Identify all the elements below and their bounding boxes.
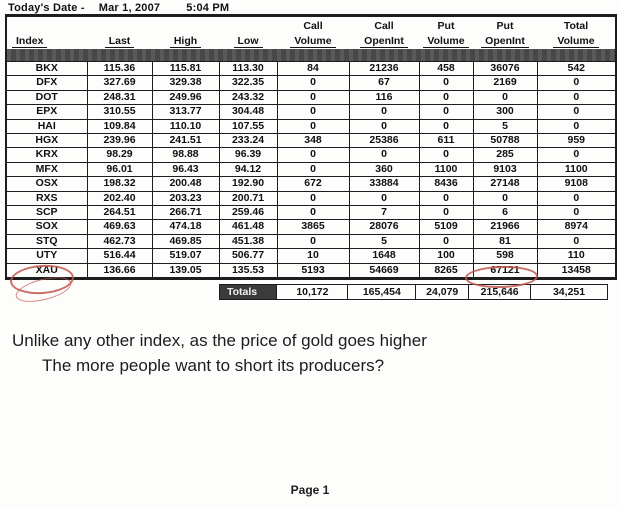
value-cell: 5	[349, 234, 419, 248]
value-cell: 264.51	[87, 206, 152, 220]
value-cell: 285	[473, 148, 537, 162]
column-header-call: Call	[303, 20, 323, 32]
index-cell: DOT	[7, 90, 87, 104]
value-cell: 110.10	[152, 119, 219, 133]
column-header	[87, 17, 152, 32]
value-cell: 241.51	[152, 134, 219, 148]
value-cell: 458	[419, 62, 473, 76]
value-cell: 115.36	[87, 62, 152, 76]
value-cell: 310.55	[87, 105, 152, 119]
value-cell: 0	[419, 90, 473, 104]
value-cell: 0	[537, 148, 615, 162]
value-cell: 329.38	[152, 76, 219, 90]
value-cell: 0	[277, 206, 349, 220]
note-line-1: Unlike any other index, as the price of gold goes higher	[12, 331, 427, 350]
value-cell: 542	[537, 62, 615, 76]
table-row	[7, 148, 615, 162]
table-row	[7, 234, 615, 248]
index-cell: STQ	[7, 234, 87, 248]
value-cell: 110	[537, 249, 615, 263]
value-cell: 67	[349, 76, 419, 90]
value-cell: 192.90	[219, 177, 277, 191]
value-cell: 266.71	[152, 206, 219, 220]
column-header-high: High	[152, 32, 219, 49]
value-cell: 313.77	[152, 105, 219, 119]
totals-row	[219, 284, 608, 300]
value-cell: 0	[537, 90, 615, 104]
value-cell: 1648	[349, 249, 419, 263]
date-value: Mar 1, 2007	[98, 2, 161, 14]
value-cell: 25386	[349, 134, 419, 148]
column-header-put-openint: OpenInt	[473, 32, 537, 49]
value-cell: 5109	[419, 220, 473, 234]
value-cell: 0	[349, 105, 419, 119]
value-cell: 0	[277, 105, 349, 119]
table-row	[7, 62, 615, 76]
index-cell: OSX	[7, 177, 87, 191]
table-row	[7, 134, 615, 148]
index-cell: EPX	[7, 105, 87, 119]
value-cell: 0	[419, 234, 473, 248]
value-cell: 243.32	[219, 90, 277, 104]
totals-put-openint: 215,646	[468, 284, 532, 300]
value-cell: 200.71	[219, 191, 277, 205]
value-cell: 54669	[349, 263, 419, 277]
value-cell: 259.46	[219, 206, 277, 220]
value-cell: 0	[277, 162, 349, 176]
table-row	[7, 177, 615, 191]
value-cell: 0	[537, 191, 615, 205]
value-cell: 233.24	[219, 134, 277, 148]
column-header-put: Put	[437, 20, 455, 32]
column-header-call-openint: OpenInt	[349, 32, 419, 49]
date-label: Today's Date -	[8, 2, 85, 14]
value-cell: 519.07	[152, 249, 219, 263]
value-cell: 0	[277, 148, 349, 162]
value-cell: 27148	[473, 177, 537, 191]
index-cell: BKX	[7, 62, 87, 76]
table-row	[7, 249, 615, 263]
totals-total-volume: 34,251	[530, 284, 608, 300]
handwritten-note	[12, 328, 427, 378]
table-row	[7, 263, 615, 277]
value-cell: 135.53	[219, 263, 277, 277]
note-line-2: The more people want to short its producers?	[42, 356, 385, 375]
value-cell: 474.18	[152, 220, 219, 234]
value-cell: 322.35	[219, 76, 277, 90]
value-cell: 239.96	[87, 134, 152, 148]
table-row	[7, 220, 615, 234]
column-header-index: Index	[7, 32, 87, 49]
value-cell: 107.55	[219, 119, 277, 133]
value-cell: 300	[473, 105, 537, 119]
date-line	[8, 2, 229, 14]
value-cell: 96.43	[152, 162, 219, 176]
value-cell: 0	[537, 206, 615, 220]
header-row-top	[7, 17, 615, 32]
table-row	[7, 191, 615, 205]
value-cell: 469.63	[87, 220, 152, 234]
totals-call-volume: 10,172	[276, 284, 348, 300]
value-cell: 96.39	[219, 148, 277, 162]
value-cell: 200.48	[152, 177, 219, 191]
value-cell: 0	[473, 191, 537, 205]
value-cell: 348	[277, 134, 349, 148]
index-cell: KRX	[7, 148, 87, 162]
column-header	[7, 17, 87, 32]
separator-band	[7, 49, 615, 62]
column-header-call: Call	[374, 20, 394, 32]
column-header-call-volume: Volume	[277, 32, 349, 49]
value-cell: 0	[537, 76, 615, 90]
table-row	[7, 162, 615, 176]
value-cell: 304.48	[219, 105, 277, 119]
value-cell: 1100	[419, 162, 473, 176]
value-cell: 96.01	[87, 162, 152, 176]
index-cell: MFX	[7, 162, 87, 176]
column-header-total-volume: Volume	[537, 32, 615, 49]
table-row	[7, 119, 615, 133]
value-cell: 360	[349, 162, 419, 176]
value-cell: 3865	[277, 220, 349, 234]
value-cell: 0	[537, 119, 615, 133]
value-cell: 506.77	[219, 249, 277, 263]
value-cell: 461.48	[219, 220, 277, 234]
separator-band-fill	[7, 49, 615, 62]
value-cell: 202.40	[87, 191, 152, 205]
value-cell: 462.73	[87, 234, 152, 248]
table-row	[7, 105, 615, 119]
value-cell: 136.66	[87, 263, 152, 277]
value-cell: 50788	[473, 134, 537, 148]
index-cell: SOX	[7, 220, 87, 234]
value-cell: 10	[277, 249, 349, 263]
value-cell: 327.69	[87, 76, 152, 90]
table-body	[7, 62, 615, 278]
column-header-last: Last	[87, 32, 152, 49]
value-cell: 0	[419, 119, 473, 133]
value-cell: 0	[537, 105, 615, 119]
options-table-grid	[7, 17, 615, 278]
value-cell: 1100	[537, 162, 615, 176]
value-cell: 959	[537, 134, 615, 148]
column-header	[152, 17, 219, 32]
value-cell: 598	[473, 249, 537, 263]
column-header	[219, 17, 277, 32]
index-cell: SCP	[7, 206, 87, 220]
value-cell: 84	[277, 62, 349, 76]
value-cell: 203.23	[152, 191, 219, 205]
time-value: 5:04 PM	[186, 2, 230, 14]
value-cell: 8436	[419, 177, 473, 191]
value-cell: 9103	[473, 162, 537, 176]
value-cell: 7	[349, 206, 419, 220]
totals-put-volume: 24,079	[415, 284, 469, 300]
value-cell: 451.38	[219, 234, 277, 248]
value-cell: 198.32	[87, 177, 152, 191]
index-cell: HAI	[7, 119, 87, 133]
value-cell: 109.84	[87, 119, 152, 133]
value-cell: 139.05	[152, 263, 219, 277]
column-header-put-volume: Volume	[419, 32, 473, 49]
page-number: Page 1	[290, 483, 330, 497]
index-cell: UTY	[7, 249, 87, 263]
value-cell: 516.44	[87, 249, 152, 263]
value-cell: 0	[537, 234, 615, 248]
column-header-low: Low	[219, 32, 277, 49]
value-cell: 113.30	[219, 62, 277, 76]
column-header-total: Total	[563, 20, 589, 32]
value-cell: 36076	[473, 62, 537, 76]
value-cell: 81	[473, 234, 537, 248]
value-cell: 0	[349, 148, 419, 162]
value-cell: 0	[277, 234, 349, 248]
value-cell: 8265	[419, 263, 473, 277]
value-cell: 0	[419, 148, 473, 162]
value-cell: 0	[277, 191, 349, 205]
index-cell: HGX	[7, 134, 87, 148]
table-row	[7, 206, 615, 220]
value-cell: 21236	[349, 62, 419, 76]
value-cell: 21966	[473, 220, 537, 234]
value-cell: 98.88	[152, 148, 219, 162]
value-cell: 469.85	[152, 234, 219, 248]
value-cell: 0	[473, 90, 537, 104]
value-cell: 0	[349, 191, 419, 205]
totals-call-openint: 165,454	[347, 284, 417, 300]
table-row	[7, 76, 615, 90]
value-cell: 9108	[537, 177, 615, 191]
index-cell: RXS	[7, 191, 87, 205]
value-cell: 0	[277, 119, 349, 133]
column-header-put: Put	[496, 20, 514, 32]
value-cell: 28076	[349, 220, 419, 234]
value-cell: 0	[277, 76, 349, 90]
value-cell: 0	[419, 105, 473, 119]
value-cell: 67121	[473, 263, 537, 277]
value-cell: 8974	[537, 220, 615, 234]
value-cell: 98.29	[87, 148, 152, 162]
value-cell: 6	[473, 206, 537, 220]
value-cell: 672	[277, 177, 349, 191]
value-cell: 2169	[473, 76, 537, 90]
value-cell: 13458	[537, 263, 615, 277]
index-cell: DFX	[7, 76, 87, 90]
value-cell: 100	[419, 249, 473, 263]
value-cell: 249.96	[152, 90, 219, 104]
value-cell: 5	[473, 119, 537, 133]
value-cell: 0	[277, 90, 349, 104]
value-cell: 116	[349, 90, 419, 104]
value-cell: 0	[349, 119, 419, 133]
value-cell: 248.31	[87, 90, 152, 104]
value-cell: 94.12	[219, 162, 277, 176]
value-cell: 5193	[277, 263, 349, 277]
header-row-bottom	[7, 32, 615, 49]
value-cell: 611	[419, 134, 473, 148]
index-options-table	[5, 14, 617, 280]
value-cell: 115.81	[152, 62, 219, 76]
value-cell: 33884	[349, 177, 419, 191]
index-cell: XAU	[7, 263, 87, 277]
totals-label: Totals	[219, 284, 278, 300]
value-cell: 0	[419, 191, 473, 205]
value-cell: 0	[419, 206, 473, 220]
table-row	[7, 90, 615, 104]
value-cell: 0	[419, 76, 473, 90]
